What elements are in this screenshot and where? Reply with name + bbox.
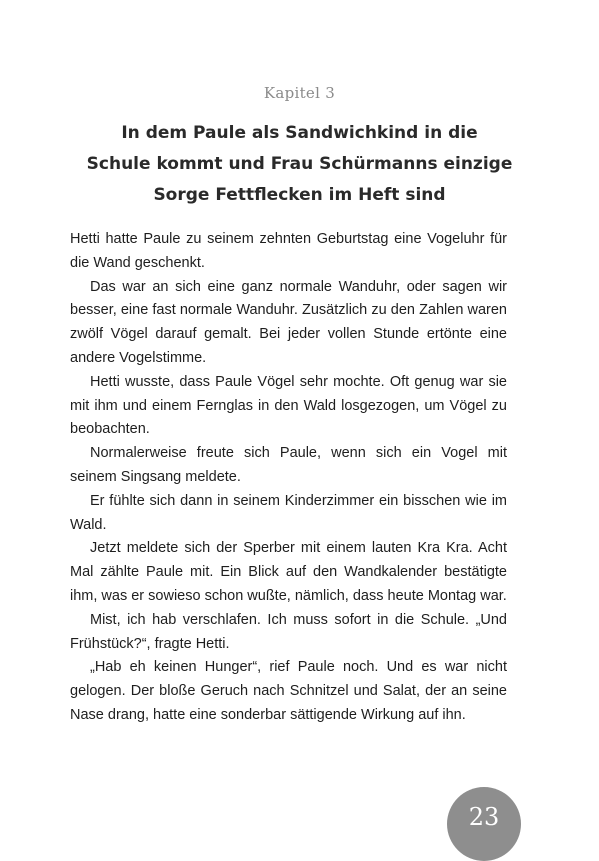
chapter-label: Kapitel 3 (263, 84, 336, 102)
page-number: 23 (468, 803, 500, 831)
paragraph: Mist, ich hab verschlafen. Ich muss sofort in die Schule. „Und Frühstück?“, fragte Hetti. (70, 611, 507, 652)
chapter-title-line: Schule kommt und Frau Schürmanns einzige (86, 154, 513, 174)
paragraph: Das war an sich eine ganz normale Wanduhr, oder sagen wir besser, eine fast normale Wanduhr. Zusätzlich zu den Zahlen waren zwölf Vögel darauf gemalt. Bei jeder vollen Stunde ertönte eine andere Vogelstimme. (70, 278, 507, 366)
paragraph: „Hab eh keinen Hunger“, rief Paule noch. Und es war nicht gelogen. Der bloße Geruch nach Schnitzel und Salat, der an seine Nase drang, hatte eine sonderbar sättigende Wirkung auf ihn. (70, 659, 507, 723)
chapter-title (40, 118, 559, 211)
chapter-title-line: In dem Paule als Sandwichkind in die (121, 123, 478, 143)
paragraph: Hetti wusste, dass Paule Vögel sehr mochte. Oft genug war sie mit ihm und einem Fernglas in den Wald losgezogen, um Vögel zu beobachten. (70, 373, 507, 438)
paragraph: Hetti hatte Paule zu seinem zehnten Geburtstag eine Vogeluhr für die Wand geschenkt. (70, 231, 507, 271)
paragraph: Jetzt meldete sich der Sperber mit einem lauten Kra Kra. Acht Mal zählte Paule mit. Ein Blick auf den Wandkalender bestätigte ihm, was er sowieso schon wußte, nämlich, dass heute Montag war. (70, 540, 507, 604)
chapter-title-line: Sorge Fettflecken im Heft sind (153, 185, 446, 205)
paragraph: Er fühlte sich dann in seinem Kinderzimmer ein bisschen wie im Wald. (70, 492, 507, 533)
paragraph: Normalerweise freute sich Paule, wenn sich ein Vogel mit seinem Singsang meldete. (70, 445, 507, 485)
body-text (70, 228, 507, 728)
